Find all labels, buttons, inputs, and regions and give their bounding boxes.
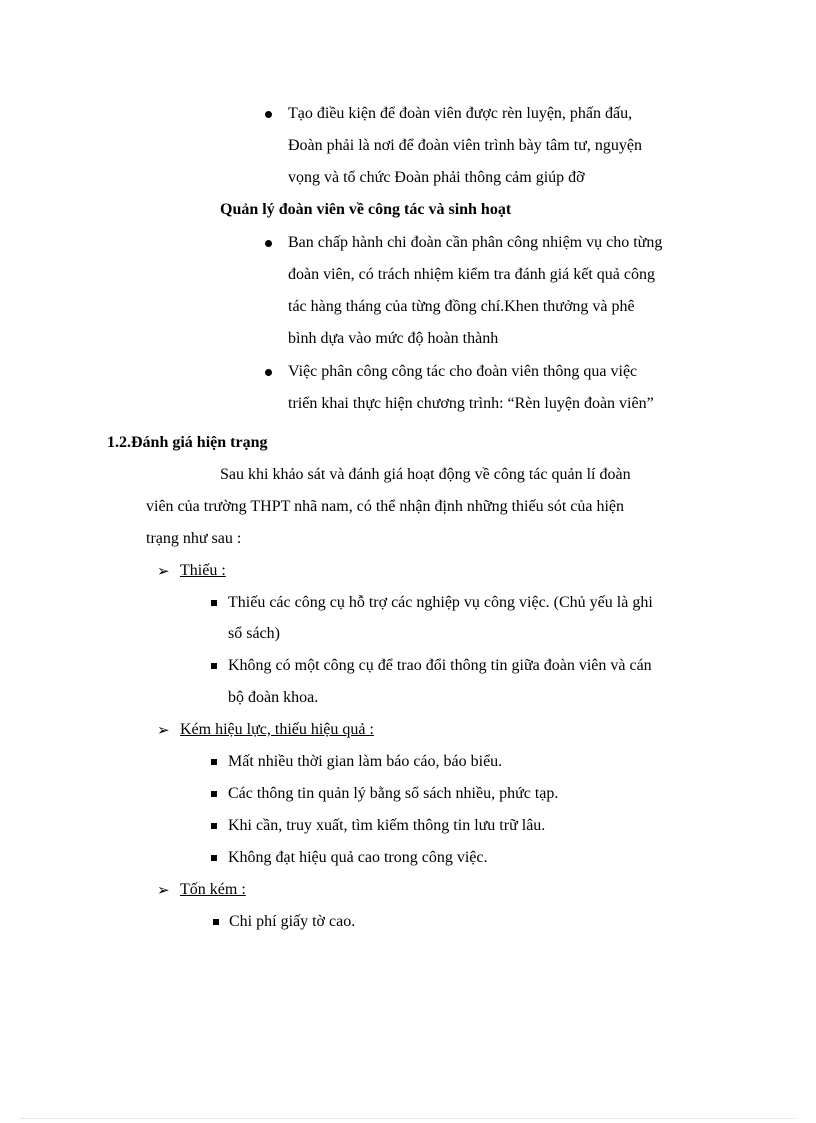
square-bullet xyxy=(211,759,217,765)
bullet-dot xyxy=(265,111,272,118)
square-bullet xyxy=(211,855,217,861)
bullet-dot xyxy=(265,369,272,376)
paragraph-line: viên của trường THPT nhã nam, có thể nhận định những thiếu sót của hiện xyxy=(146,498,625,515)
arrow-bullet-icon: ➢ xyxy=(157,881,170,899)
arrow-bullet-icon: ➢ xyxy=(157,721,170,739)
paragraph-line: triển khai thực hiện chương trình: “Rèn luyện đoàn viên” xyxy=(288,395,654,412)
list-item-line: Khi cần, truy xuất, tìm kiếm thông tin lưu trữ lâu. xyxy=(228,817,546,834)
list-item-line: Không đạt hiệu quả cao trong công việc. xyxy=(228,849,488,866)
group-title: Kém hiệu lực, thiếu hiệu quả : xyxy=(180,721,374,738)
square-bullet xyxy=(213,919,219,925)
list-item-line: bộ đoàn khoa. xyxy=(228,689,319,706)
list-item-line: sổ sách) xyxy=(228,625,280,642)
list-item-line: Thiếu các công cụ hỗ trợ các nghiệp vụ công việc. (Chủ yếu là ghi xyxy=(228,594,653,611)
square-bullet xyxy=(211,791,217,797)
paragraph-line: Việc phân công công tác cho đoàn viên thông qua việc xyxy=(288,363,638,380)
arrow-bullet-icon: ➢ xyxy=(157,562,170,580)
list-item-line: Mất nhiều thời gian làm báo cáo, báo biểu. xyxy=(228,753,503,770)
list-item-line: Chi phí giấy tờ cao. xyxy=(229,913,356,930)
group-title: Thiếu : xyxy=(180,562,226,579)
paragraph-line: tác hàng tháng của từng đồng chí.Khen thưởng và phê xyxy=(288,298,635,315)
list-item-line: Các thông tin quản lý bằng sổ sách nhiều, phức tạp. xyxy=(228,785,559,802)
bullet-dot xyxy=(265,240,272,247)
paragraph-line: Đoàn phải là nơi để đoàn viên trình bày tâm tư, nguyện xyxy=(288,137,642,154)
group-title: Tốn kém : xyxy=(180,881,246,898)
paragraph-line: Tạo điều kiện để đoàn viên được rèn luyện, phấn đấu, xyxy=(288,105,633,122)
list-item-line: Không có một công cụ để trao đổi thông tin giữa đoàn viên và cán xyxy=(228,657,652,674)
paragraph-line: Ban chấp hành chi đoàn cần phân công nhiệm vụ cho từng xyxy=(288,234,663,251)
paragraph-line: đoàn viên, có trách nhiệm kiểm tra đánh giá kết quả công xyxy=(288,266,655,283)
square-bullet xyxy=(211,600,217,606)
square-bullet xyxy=(211,823,217,829)
paragraph-line: Sau khi khảo sát và đánh giá hoạt động về công tác quản lí đoàn xyxy=(220,466,631,483)
page-bottom-divider xyxy=(20,1118,796,1119)
section-heading: Quản lý đoàn viên về công tác và sinh hoạt xyxy=(220,201,512,218)
section-heading-1-2: 1.2.Đánh giá hiện trạng xyxy=(107,434,268,451)
square-bullet xyxy=(211,663,217,669)
paragraph-line: trạng như sau : xyxy=(146,530,242,547)
paragraph-line: vọng và tổ chức Đoàn phải thông cảm giúp đỡ xyxy=(288,169,585,186)
paragraph-line: bình dựa vào mức độ hoàn thành xyxy=(288,330,499,347)
